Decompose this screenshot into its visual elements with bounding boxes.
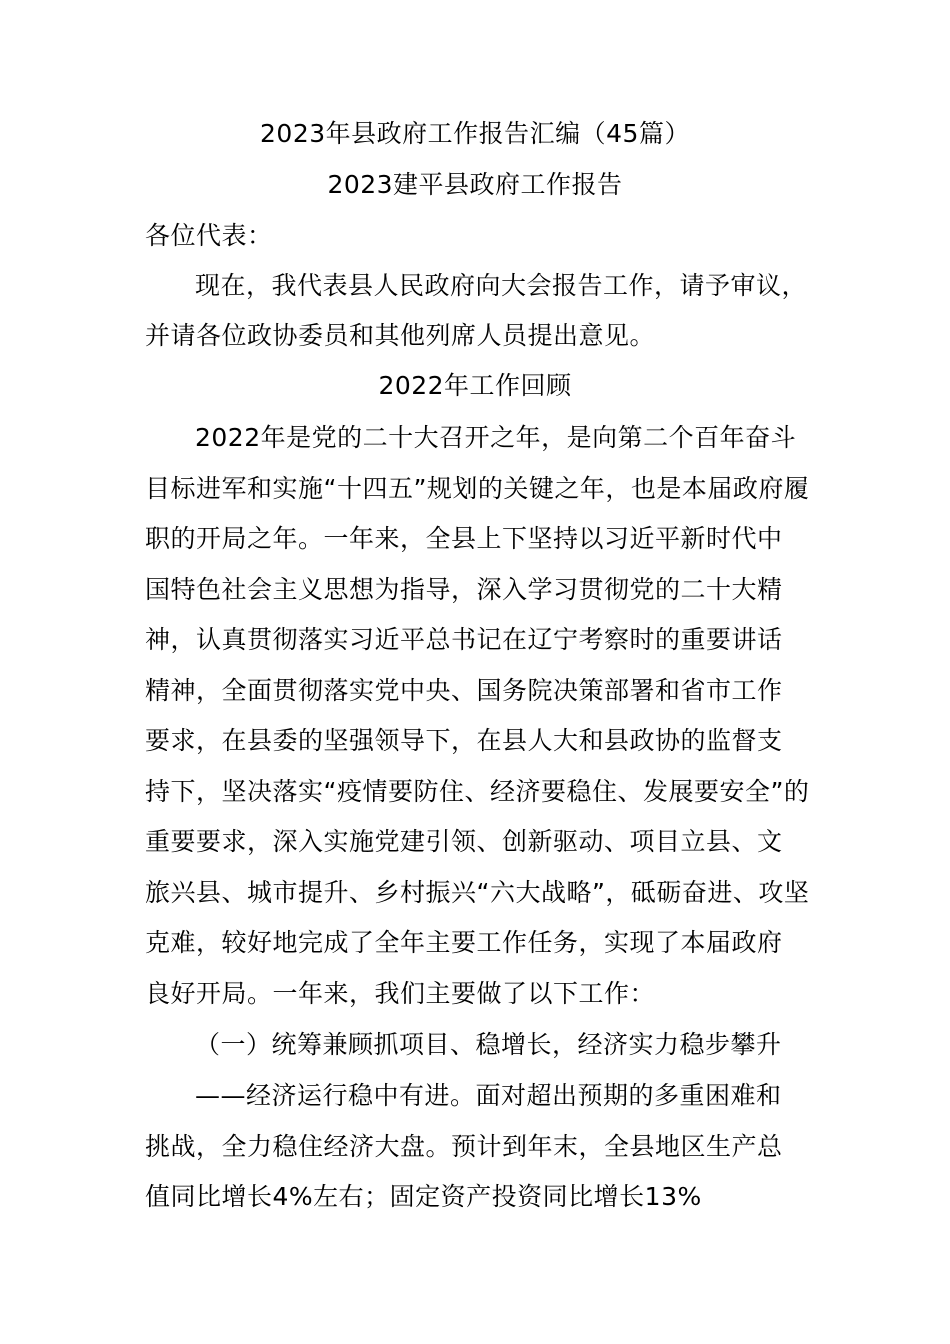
body-line: 重要要求，深入实施党建引领、创新驱动、项目立县、文: [145, 827, 783, 856]
document-title: 2023年县政府工作报告汇编（45篇）: [260, 119, 690, 148]
intro-line: 并请各位政协委员和其他列席人员提出意见。: [145, 321, 656, 350]
economy-line: ——经济运行稳中有进。面对超出预期的多重困难和: [195, 1081, 782, 1110]
body-line: 旅兴县、城市提升、乡村振兴“六大战略”，砥砺奋进、攻坚: [145, 878, 810, 907]
document-subtitle: 2023建平县政府工作报告: [327, 170, 623, 199]
salutation: 各位代表：: [145, 221, 273, 250]
body-line: 克难，较好地完成了全年主要工作任务，实现了本届政府: [145, 928, 783, 957]
body-line: 良好开局。一年来，我们主要做了以下工作：: [145, 979, 656, 1008]
body-line: 神，认真贯彻落实习近平总书记在辽宁考察时的重要讲话: [145, 625, 783, 654]
body-line: 目标进军和实施“十四五”规划的关键之年，也是本届政府履: [145, 474, 810, 503]
body-line: 国特色社会主义思想为指导，深入学习贯彻党的二十大精: [145, 575, 783, 604]
subsection-heading: （一）统筹兼顾抓项目、稳增长，经济实力稳步攀升: [195, 1030, 782, 1059]
body-line: 要求，在县委的坚强领导下，在县人大和县政协的监督支: [145, 726, 783, 755]
section-heading: 2022年工作回顾: [378, 371, 572, 400]
body-line: 持下，坚决落实“疫情要防住、经济要稳住、发展要安全”的: [145, 777, 810, 806]
body-line: 2022年是党的二十大召开之年，是向第二个百年奋斗: [195, 423, 797, 452]
body-line: 职的开局之年。一年来，全县上下坚持以习近平新时代中: [145, 524, 783, 553]
body-line: 精神，全面贯彻落实党中央、国务院决策部署和省市工作: [145, 676, 783, 705]
intro-line: 现在，我代表县人民政府向大会报告工作，请予审议，: [195, 271, 808, 300]
economy-line: 值同比增长4%左右；固定资产投资同比增长13%: [145, 1182, 702, 1211]
economy-line: 挑战，全力稳住经济大盘。预计到年末，全县地区生产总: [145, 1132, 783, 1161]
